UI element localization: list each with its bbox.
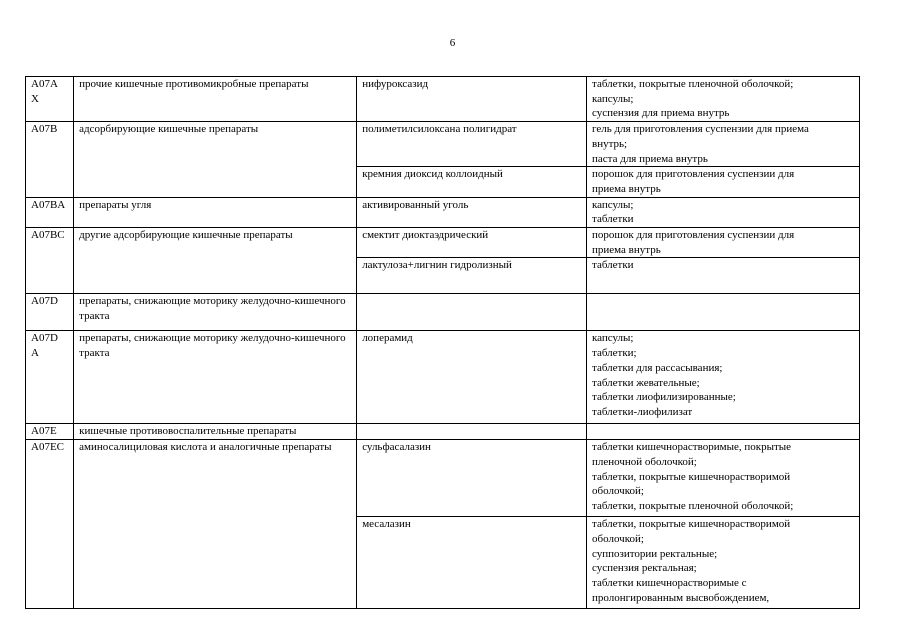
group-name: препараты, снижающие моторику желудочно-кишечного тракта <box>79 332 346 360</box>
drug-name: активированный уголь <box>362 198 469 211</box>
drug-name: смектит диоктаэдрический <box>362 229 489 242</box>
group-name-cell <box>74 77 357 122</box>
drug-classification-table <box>25 76 860 609</box>
dosage-form-line: внутрь; <box>592 137 628 150</box>
drug-name: месалазин <box>362 518 411 531</box>
dosage-form-line: пленочной оболочкой; <box>592 455 697 468</box>
atc-code: A07BA <box>31 198 66 211</box>
atc-code-line: A07A <box>31 78 58 90</box>
group-name-cell <box>74 294 357 331</box>
drug-name-cell <box>357 122 587 167</box>
drug-name: лактулоза+лигнин гидролизный <box>362 259 512 272</box>
drug-name: полиметилсилоксана полигидрат <box>362 123 517 136</box>
dosage-forms-cell <box>587 440 860 517</box>
atc-code-cell <box>26 122 74 198</box>
table-row <box>26 424 860 440</box>
dosage-form-line: таблетки кишечнорастворимые, покрытые <box>592 441 792 454</box>
group-name: препараты угля <box>79 198 152 211</box>
dosage-forms-cell <box>587 258 860 294</box>
table-row <box>26 122 860 167</box>
atc-code: A07D <box>31 295 58 308</box>
dosage-form-line: пролонгированным высвобождением, <box>592 591 770 604</box>
dosage-form-line: суспензия ректальная; <box>592 562 697 575</box>
table-row <box>26 331 860 424</box>
drug-name-cell <box>357 258 587 294</box>
drug-name-cell <box>357 77 587 122</box>
group-name-cell <box>74 228 357 294</box>
atc-code: A07B <box>31 123 58 136</box>
dosage-form-line: таблетки лиофилизированные; <box>592 391 736 404</box>
group-name: кишечные противовоспалительные препараты <box>79 425 297 438</box>
atc-code: A07BC <box>31 229 65 242</box>
group-name: другие адсорбирующие кишечные препараты <box>79 229 293 242</box>
dosage-form-line: порошок для приготовления суспензии для <box>592 168 795 181</box>
dosage-form-line: таблетки кишечнорастворимые с <box>592 576 747 589</box>
drug-name-cell <box>357 517 587 609</box>
atc-code-cell <box>26 294 74 331</box>
table-row <box>26 228 860 258</box>
drug-name: кремния диоксид коллоидный <box>362 168 503 181</box>
drug-name-cell <box>357 167 587 197</box>
dosage-forms-cell <box>587 294 860 331</box>
dosage-form-line: капсулы; <box>592 332 634 345</box>
dosage-form-line: таблетки, покрытые пленочной оболочкой; <box>592 78 794 90</box>
dosage-form-line: таблетки, покрытые кишечнорастворимой <box>592 470 791 483</box>
dosage-form-line: порошок для приготовления суспензии для <box>592 229 795 242</box>
dosage-form-line: таблетки <box>592 259 634 272</box>
table-row <box>26 440 860 517</box>
drug-name: лоперамид <box>362 332 413 345</box>
dosage-form-line: приема внутрь <box>592 182 661 195</box>
dosage-form-line: таблетки жевательные; <box>592 376 700 389</box>
dosage-form-line: капсулы; <box>592 92 634 105</box>
dosage-form-line: оболочкой; <box>592 532 644 545</box>
dosage-forms-cell <box>587 77 860 122</box>
group-name: прочие кишечные противомикробные препараты <box>79 78 309 90</box>
table-row <box>26 77 860 122</box>
dosage-form-line: суспензия для приема внутрь <box>592 107 730 120</box>
drug-name-cell <box>357 294 587 331</box>
atc-code-cell <box>26 440 74 609</box>
drug-name-cell <box>357 440 587 517</box>
dosage-form-line: таблетки, покрытые кишечнорастворимой <box>592 518 791 531</box>
dosage-form-line: таблетки <box>592 213 634 226</box>
group-name-cell <box>74 122 357 198</box>
dosage-form-line: таблетки-лиофилизат <box>592 405 693 418</box>
atc-code-line: X <box>31 92 39 105</box>
atc-code-cell <box>26 197 74 227</box>
atc-code-cell <box>26 228 74 294</box>
dosage-form-line: гель для приготовления суспензии для приема <box>592 123 809 136</box>
atc-code: A07E <box>31 425 57 438</box>
dosage-forms-cell <box>587 197 860 227</box>
atc-code-cell <box>26 424 74 440</box>
page-number: 6 <box>449 37 456 49</box>
dosage-form-line: таблетки для рассасывания; <box>592 361 723 374</box>
group-name-cell <box>74 440 357 609</box>
dosage-forms-cell <box>587 424 860 440</box>
dosage-forms-cell <box>587 228 860 258</box>
atc-code-cell <box>26 77 74 122</box>
dosage-forms-cell <box>587 331 860 424</box>
atc-code-line: A <box>31 347 39 360</box>
dosage-form-line: паста для приема внутрь <box>592 152 708 165</box>
dosage-form-line: капсулы; <box>592 198 634 211</box>
table-row <box>26 197 860 227</box>
drug-name-cell <box>357 331 587 424</box>
table-row <box>26 294 860 331</box>
dosage-forms-cell <box>587 167 860 197</box>
drug-name: сульфасалазин <box>362 441 431 454</box>
atc-code: A07EC <box>31 441 64 454</box>
drug-name-cell <box>357 228 587 258</box>
dosage-forms-cell <box>587 517 860 609</box>
group-name-cell <box>74 424 357 440</box>
dosage-forms-cell <box>587 122 860 167</box>
group-name-cell <box>74 197 357 227</box>
group-name: адсорбирующие кишечные препараты <box>79 123 259 136</box>
atc-code-cell <box>26 331 74 424</box>
dosage-form-line: таблетки, покрытые пленочной оболочкой; <box>592 499 794 512</box>
dosage-form-line: приема внутрь <box>592 243 661 256</box>
dosage-form-line: суппозитории ректальные; <box>592 547 718 560</box>
drug-name: нифуроксазид <box>362 78 429 90</box>
dosage-form-line: таблетки; <box>592 347 637 360</box>
group-name: препараты, снижающие моторику желудочно-кишечного тракта <box>79 295 346 323</box>
drug-name-cell <box>357 424 587 440</box>
atc-code-line: A07D <box>31 332 58 345</box>
dosage-form-line: оболочкой; <box>592 485 644 498</box>
drug-name-cell <box>357 197 587 227</box>
group-name-cell <box>74 331 357 424</box>
group-name: аминосалициловая кислота и аналогичные препараты <box>79 441 332 454</box>
